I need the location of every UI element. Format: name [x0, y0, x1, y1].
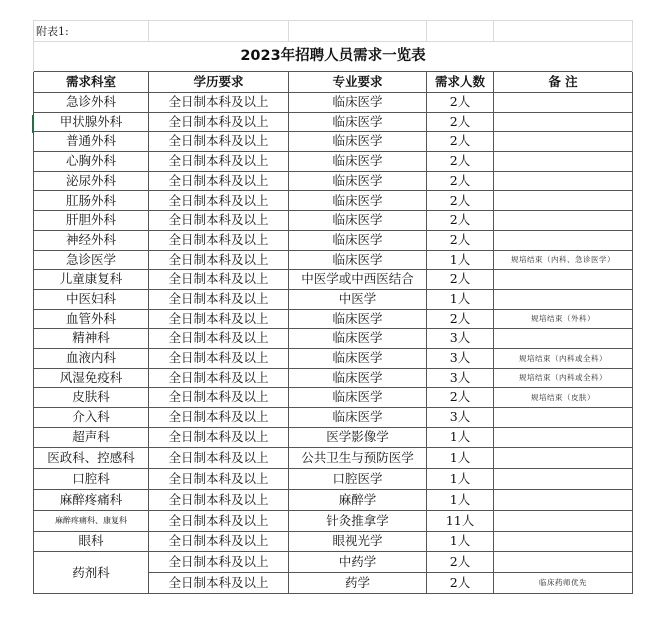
cell-count[interactable]: 1人 — [427, 250, 494, 270]
cell-count[interactable]: 3人 — [427, 348, 494, 368]
cell-remark[interactable] — [494, 289, 633, 309]
table-row — [34, 531, 633, 552]
cell-education[interactable]: 全日制本科及以上 — [149, 152, 289, 172]
cell-dept[interactable]: 急诊外科 — [34, 93, 149, 113]
cell-dept[interactable]: 介入科 — [34, 408, 149, 428]
cell-dept[interactable]: 血管外科 — [34, 309, 149, 329]
cell-remark[interactable]: 规培结束（皮肤） — [494, 388, 633, 408]
appendix-note[interactable]: 附表1: — [34, 21, 149, 42]
cell-dept[interactable]: 眼科 — [34, 531, 149, 552]
cell-count[interactable]: 2人 — [427, 93, 494, 113]
cell-remark[interactable]: 规培结束（内科或全科） — [494, 348, 633, 368]
cell-count[interactable]: 1人 — [427, 427, 494, 448]
table-row — [34, 348, 633, 368]
cell-count[interactable]: 2人 — [427, 552, 494, 573]
table-row — [34, 408, 633, 428]
table-row — [34, 112, 633, 132]
cell-major[interactable]: 临床医学 — [289, 309, 427, 329]
table-title[interactable]: 2023年招聘人员需求一览表 — [34, 42, 633, 72]
header-remark[interactable]: 备 注 — [494, 72, 633, 93]
cell-education[interactable]: 全日制本科及以上 — [149, 490, 289, 511]
cell-dept[interactable]: 肛肠外科 — [34, 191, 149, 211]
cell-education[interactable]: 全日制本科及以上 — [149, 427, 289, 448]
cell-major[interactable]: 医学影像学 — [289, 427, 427, 448]
cell-major[interactable]: 临床医学 — [289, 230, 427, 250]
table-row — [34, 552, 633, 573]
table-row — [34, 490, 633, 511]
cell-remark[interactable] — [494, 93, 633, 113]
cell-education[interactable]: 全日制本科及以上 — [149, 348, 289, 368]
cell-major[interactable]: 临床医学 — [289, 329, 427, 349]
cell-education[interactable]: 全日制本科及以上 — [149, 510, 289, 531]
cell-remark[interactable] — [494, 112, 633, 132]
cell-count[interactable]: 2人 — [427, 230, 494, 250]
cell-education[interactable]: 全日制本科及以上 — [149, 191, 289, 211]
cell-remark[interactable] — [494, 191, 633, 211]
table-row — [34, 230, 633, 250]
cell-major[interactable]: 临床医学 — [289, 250, 427, 270]
cell-dept[interactable]: 中医妇科 — [34, 289, 149, 309]
table-row — [34, 289, 633, 309]
cell-education[interactable]: 全日制本科及以上 — [149, 573, 289, 594]
cell-dept[interactable]: 血液内科 — [34, 348, 149, 368]
header-major[interactable]: 专业要求 — [289, 72, 427, 93]
cell-major[interactable]: 口腔医学 — [289, 469, 427, 490]
table-row — [34, 329, 633, 349]
cell-major[interactable]: 临床医学 — [289, 408, 427, 428]
cell-dept[interactable]: 麻醉疼痛科 — [34, 490, 149, 511]
cell-count[interactable]: 2人 — [427, 171, 494, 191]
cell-count[interactable]: 1人 — [427, 531, 494, 552]
cell-major[interactable]: 药学 — [289, 573, 427, 594]
cell-remark[interactable] — [494, 531, 633, 552]
cell-count[interactable]: 2人 — [427, 211, 494, 231]
table-row — [34, 309, 633, 329]
cell-remark[interactable] — [494, 510, 633, 531]
note-row — [34, 21, 633, 42]
cell-remark[interactable]: 规培结束（内科或全科） — [494, 368, 633, 388]
cell-major[interactable]: 公共卫生与预防医学 — [289, 448, 427, 469]
cell-count[interactable]: 2人 — [427, 132, 494, 152]
cell-education[interactable]: 全日制本科及以上 — [149, 230, 289, 250]
cell-major[interactable]: 中药学 — [289, 552, 427, 573]
cell-count[interactable]: 1人 — [427, 289, 494, 309]
cell-remark[interactable] — [494, 469, 633, 490]
cell-dept[interactable]: 普通外科 — [34, 132, 149, 152]
cell-remark[interactable] — [494, 171, 633, 191]
cell-count[interactable]: 3人 — [427, 368, 494, 388]
table-row — [34, 171, 633, 191]
cell-major[interactable]: 临床医学 — [289, 191, 427, 211]
cell-remark[interactable] — [494, 230, 633, 250]
cell-major[interactable]: 临床医学 — [289, 211, 427, 231]
cell-dept[interactable]: 精神科 — [34, 329, 149, 349]
table-row — [34, 191, 633, 211]
empty-cell[interactable] — [289, 21, 427, 42]
cell-major[interactable]: 临床医学 — [289, 152, 427, 172]
cell-remark[interactable] — [494, 152, 633, 172]
cell-remark[interactable] — [494, 270, 633, 290]
cell-dept[interactable]: 泌尿外科 — [34, 171, 149, 191]
cell-dept[interactable]: 医政科、控感科 — [34, 448, 149, 469]
cell-dept[interactable]: 甲状腺外科 — [34, 112, 149, 132]
cell-dept[interactable]: 心胸外科 — [34, 152, 149, 172]
cell-education[interactable]: 全日制本科及以上 — [149, 552, 289, 573]
cell-remark[interactable]: 临床药师优先 — [494, 573, 633, 594]
cell-remark[interactable] — [494, 490, 633, 511]
cell-dept[interactable]: 口腔科 — [34, 469, 149, 490]
cell-education[interactable]: 全日制本科及以上 — [149, 289, 289, 309]
cell-remark[interactable]: 规培结束（内科、急诊医学） — [494, 250, 633, 270]
table-row — [34, 510, 633, 531]
cell-major[interactable]: 临床医学 — [289, 171, 427, 191]
cell-education[interactable]: 全日制本科及以上 — [149, 469, 289, 490]
cell-education[interactable]: 全日制本科及以上 — [149, 93, 289, 113]
cell-education[interactable]: 全日制本科及以上 — [149, 309, 289, 329]
cell-dept-merged[interactable]: 药剂科 — [34, 552, 149, 594]
cell-remark[interactable] — [494, 408, 633, 428]
empty-cell[interactable] — [427, 21, 494, 42]
cell-education[interactable]: 全日制本科及以上 — [149, 368, 289, 388]
cell-education[interactable]: 全日制本科及以上 — [149, 329, 289, 349]
cell-dept[interactable]: 肝胆外科 — [34, 211, 149, 231]
cell-major[interactable]: 临床医学 — [289, 112, 427, 132]
cell-major[interactable]: 针灸推拿学 — [289, 510, 427, 531]
cell-count[interactable]: 2人 — [427, 191, 494, 211]
cell-major[interactable]: 临床医学 — [289, 388, 427, 408]
cell-dept[interactable]: 神经外科 — [34, 230, 149, 250]
table-row — [34, 368, 633, 388]
cell-major[interactable]: 眼视光学 — [289, 531, 427, 552]
table-row — [34, 250, 633, 270]
cell-count[interactable]: 2人 — [427, 112, 494, 132]
table-row — [34, 469, 633, 490]
cell-education[interactable]: 全日制本科及以上 — [149, 448, 289, 469]
cell-count[interactable]: 1人 — [427, 448, 494, 469]
table-row — [34, 211, 633, 231]
cell-count[interactable]: 2人 — [427, 309, 494, 329]
cell-education[interactable]: 全日制本科及以上 — [149, 531, 289, 552]
cell-remark[interactable] — [494, 211, 633, 231]
header-education[interactable]: 学历要求 — [149, 72, 289, 93]
cell-education[interactable]: 全日制本科及以上 — [149, 250, 289, 270]
title-row — [34, 42, 633, 72]
cell-major[interactable]: 中医学或中西医结合 — [289, 270, 427, 290]
cell-major[interactable]: 中医学 — [289, 289, 427, 309]
cell-count[interactable]: 1人 — [427, 469, 494, 490]
cell-count[interactable]: 3人 — [427, 329, 494, 349]
cell-education[interactable]: 全日制本科及以上 — [149, 408, 289, 428]
cell-remark[interactable] — [494, 132, 633, 152]
cell-dept[interactable]: 皮肤科 — [34, 388, 149, 408]
cell-major[interactable]: 麻醉学 — [289, 490, 427, 511]
cell-education[interactable]: 全日制本科及以上 — [149, 211, 289, 231]
recruitment-table — [33, 20, 633, 594]
header-count[interactable]: 需求人数 — [427, 72, 494, 93]
cell-selection-marker — [32, 115, 34, 133]
cell-education[interactable]: 全日制本科及以上 — [149, 171, 289, 191]
table-row — [34, 388, 633, 408]
cell-remark[interactable] — [494, 329, 633, 349]
cell-count[interactable]: 2人 — [427, 388, 494, 408]
header-row — [34, 72, 633, 93]
cell-education[interactable]: 全日制本科及以上 — [149, 132, 289, 152]
cell-count[interactable]: 1人 — [427, 490, 494, 511]
cell-count[interactable]: 3人 — [427, 408, 494, 428]
cell-remark[interactable] — [494, 552, 633, 573]
cell-major[interactable]: 临床医学 — [289, 368, 427, 388]
header-dept[interactable]: 需求科室 — [34, 72, 149, 93]
cell-dept[interactable]: 风湿免疫科 — [34, 368, 149, 388]
cell-dept[interactable]: 麻醉疼痛科、康复科 — [34, 510, 149, 531]
table-row — [34, 270, 633, 290]
cell-major[interactable]: 临床医学 — [289, 132, 427, 152]
cell-dept[interactable]: 儿童康复科 — [34, 270, 149, 290]
cell-count[interactable]: 2人 — [427, 152, 494, 172]
table-row — [34, 132, 633, 152]
cell-remark[interactable] — [494, 448, 633, 469]
table-row — [34, 427, 633, 448]
empty-cell[interactable] — [149, 21, 289, 42]
cell-remark[interactable]: 规培结束（外科） — [494, 309, 633, 329]
cell-major[interactable]: 临床医学 — [289, 93, 427, 113]
cell-count[interactable]: 11人 — [427, 510, 494, 531]
cell-count[interactable]: 2人 — [427, 270, 494, 290]
cell-education[interactable]: 全日制本科及以上 — [149, 270, 289, 290]
table-row — [34, 448, 633, 469]
cell-major[interactable]: 临床医学 — [289, 348, 427, 368]
cell-education[interactable]: 全日制本科及以上 — [149, 388, 289, 408]
cell-education[interactable]: 全日制本科及以上 — [149, 112, 289, 132]
cell-count[interactable]: 2人 — [427, 573, 494, 594]
table-row — [34, 152, 633, 172]
cell-remark[interactable] — [494, 427, 633, 448]
empty-cell[interactable] — [494, 21, 633, 42]
cell-dept[interactable]: 急诊医学 — [34, 250, 149, 270]
table-row — [34, 93, 633, 113]
cell-dept[interactable]: 超声科 — [34, 427, 149, 448]
